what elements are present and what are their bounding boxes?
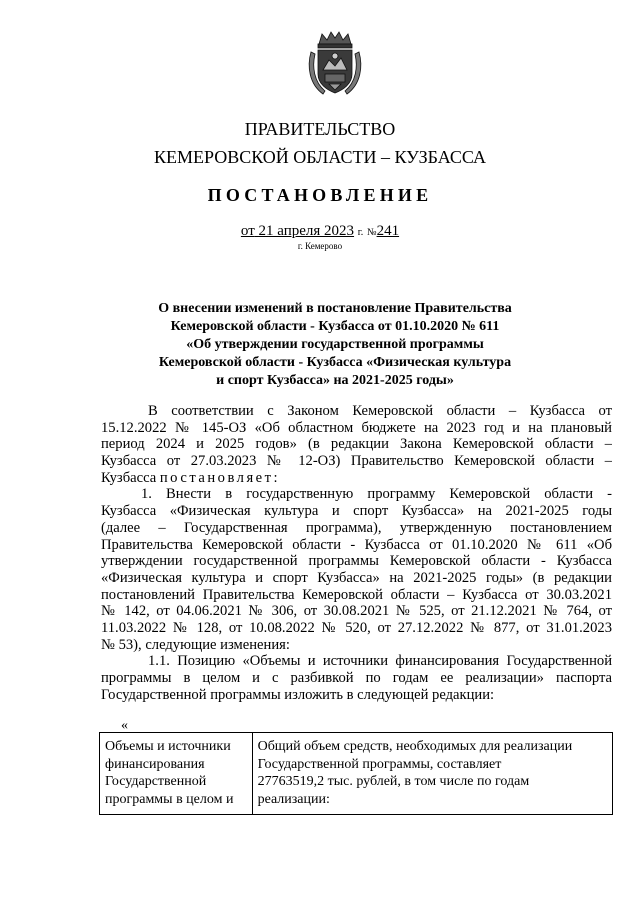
document-number: 241 bbox=[376, 223, 400, 239]
subject-line: «Об утверждении государственной программы bbox=[186, 337, 484, 352]
subject-line: Кемеровской области - Кузбасса «Физическая культура bbox=[158, 355, 512, 370]
body-line: № 142, от 04.06.2021 № 306, от 30.08.2021 № 525, от 21.12.2021 № 764, от bbox=[101, 603, 612, 620]
coat-of-arms-icon bbox=[305, 30, 365, 98]
body-line: Государственной программы изложить в следующей редакции: bbox=[101, 686, 495, 703]
body-line: В соответствии с Законом Кемеровской области – Кузбасса от bbox=[148, 403, 612, 419]
city-label: г. Кемерово bbox=[297, 241, 343, 251]
document-date: 21 апреля 2023 bbox=[258, 223, 355, 239]
body-line: Кузбасса от 27.03.2023 № 12-ОЗ) Правительство Кемеровской области – bbox=[101, 453, 612, 470]
body-line: № 53), следующие изменения: bbox=[101, 636, 290, 653]
body-line: программы в целом и с разбивкой по годам ее реализации» паспорта bbox=[101, 670, 612, 686]
body-line: (далее – Государственная программа), утвержденную постановлением bbox=[101, 519, 612, 536]
body-line: 11.03.2022 № 128, от 10.08.2022 № 520, от 27.12.2022 № 877, от 31.01.2023 bbox=[101, 619, 612, 636]
document-subject bbox=[110, 300, 560, 390]
cell-line: 27763519,2 тыс. рублей, в том числе по годам bbox=[257, 774, 530, 789]
date-prefix: от bbox=[240, 223, 255, 239]
cell-line: финансирования bbox=[105, 756, 205, 772]
cell-line: Государственной bbox=[105, 774, 207, 789]
opening-quote: « bbox=[121, 718, 128, 733]
body-line: «Физическая культура и спорт Кузбасса» на 2021-2025 годы» (в редакции bbox=[101, 569, 612, 586]
government-name-line2: КЕМЕРОВСКОЙ ОБЛАСТИ – КУЗБАССА bbox=[154, 147, 486, 167]
body-line bbox=[101, 470, 612, 487]
body-line: 1.1. Позицию «Объемы и источники финансирования Государственной bbox=[148, 653, 612, 670]
cell-line: Общий объем средств, необходимых для реализации bbox=[257, 739, 573, 754]
cell-line: Государственной программы, составляет bbox=[257, 756, 502, 772]
year-suffix: г. bbox=[357, 227, 364, 238]
body-line: 15.12.2022 № 145-ОЗ «Об областном бюджете на 2023 год и на плановый bbox=[101, 419, 612, 436]
government-name-line1: ПРАВИТЕЛЬСТВО bbox=[244, 119, 396, 139]
body-text-fragment: Кузбасса bbox=[101, 469, 157, 486]
document-type-title: ПОСТАНОВЛЕНИЕ bbox=[207, 185, 433, 205]
body-line: Правительства Кемеровской области - Кузбасса от 01.10.2020 № 611 «Об bbox=[101, 536, 612, 553]
body-line: 1. Внести в государственную программу Кемеровской области - bbox=[141, 486, 612, 503]
table-row bbox=[100, 733, 613, 815]
subject-line: и спорт Кузбасса» на 2021-2025 годы» bbox=[216, 373, 454, 388]
date-number-line bbox=[0, 222, 640, 242]
cell-line: реализации: bbox=[257, 791, 330, 807]
body-line: утверждении государственной программы Кемеровской области - Кузбасса bbox=[101, 553, 612, 570]
body-line: период 2024 и 2025 годов» (в редакции Закона Кемеровской области – bbox=[101, 436, 612, 453]
table-cell-value bbox=[252, 733, 612, 815]
cell-line: Объемы и источники bbox=[105, 739, 231, 754]
decree-word: постановляет: bbox=[159, 469, 281, 486]
subject-line: Кемеровской области - Кузбасса от 01.10.2020 № 611 bbox=[170, 319, 500, 334]
document-body bbox=[101, 403, 612, 703]
body-line: Кузбасса «Физическая культура и спорт Кузбасса» на 2021-2025 годы bbox=[101, 503, 612, 520]
funding-table bbox=[99, 732, 613, 815]
number-sign: № bbox=[367, 227, 377, 238]
body-line: постановлений Правительства Кемеровской области – Кузбасса от 30.03.2021 bbox=[101, 586, 612, 603]
cell-line: программы в целом и bbox=[105, 791, 234, 807]
subject-line: О внесении изменений в постановление Правительства bbox=[158, 301, 512, 316]
table-cell-label bbox=[100, 733, 253, 815]
